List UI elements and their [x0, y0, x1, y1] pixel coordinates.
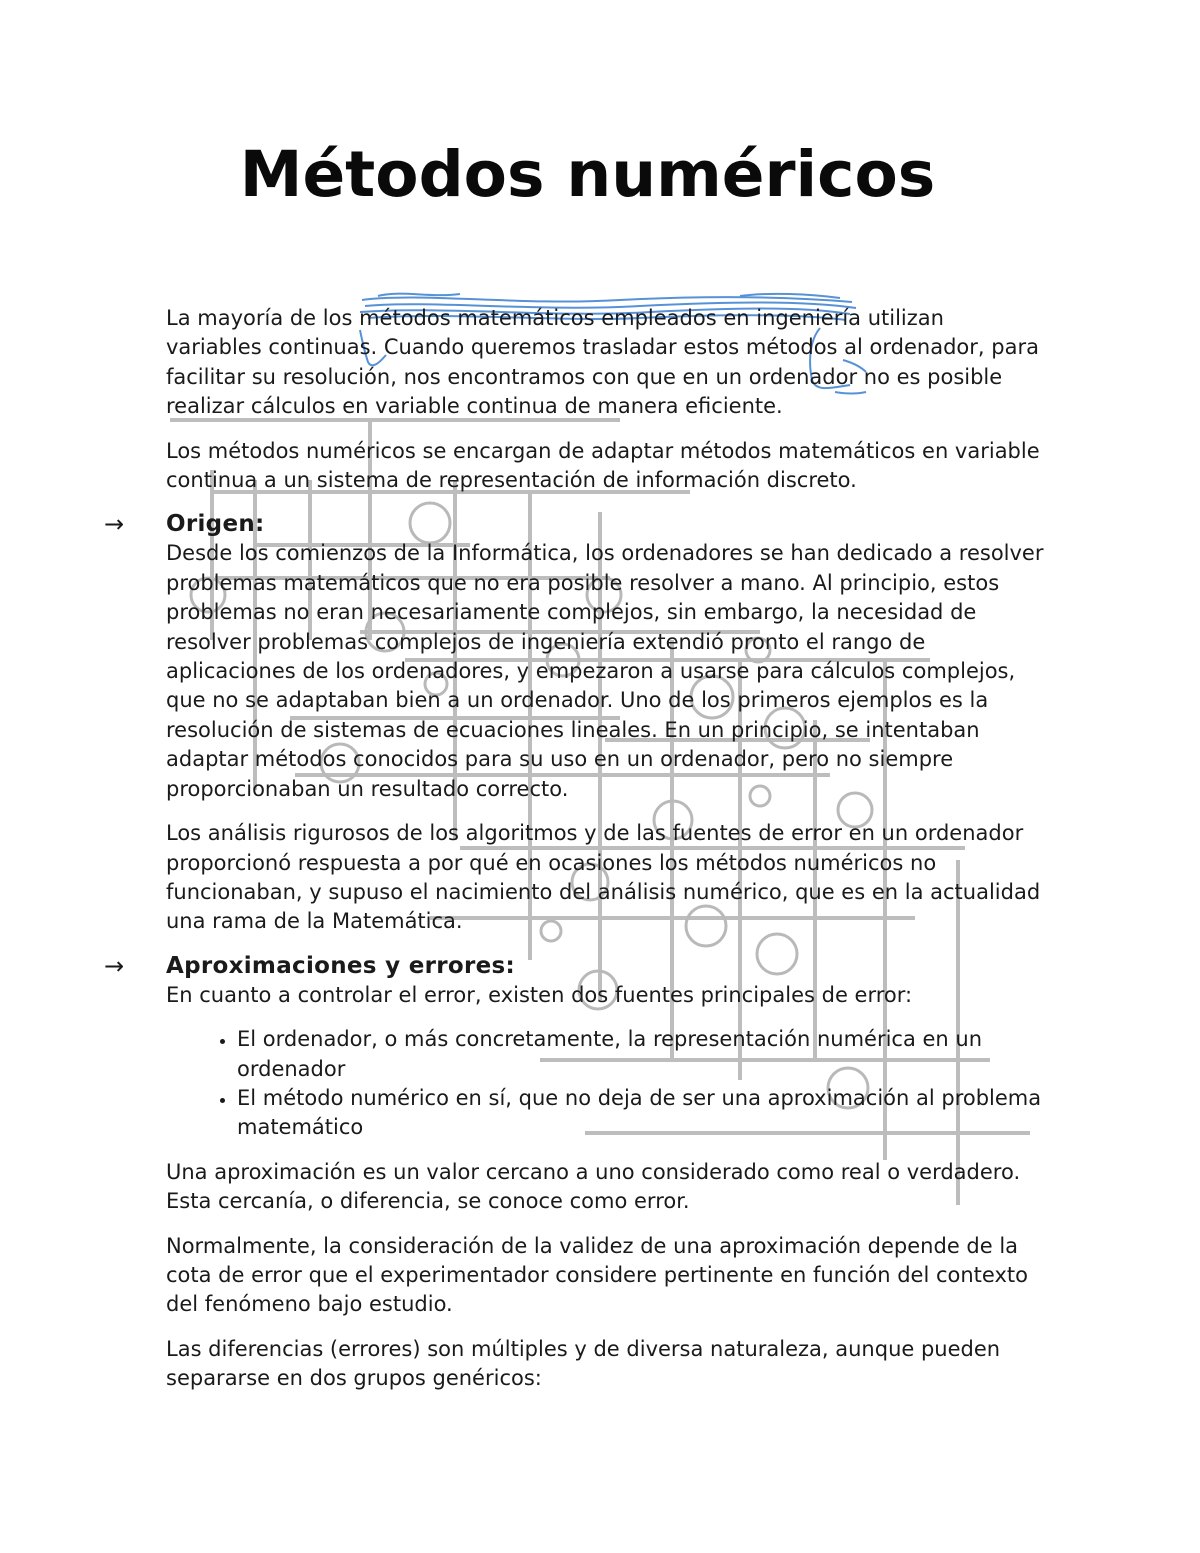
error-sources-list	[166, 1025, 1046, 1143]
origen-paragraph-2: Los análisis rigurosos de los algoritmos y de las fuentes de error en un ordenador proporcionó respuesta a por qué en ocasiones los métodos numéricos no funcionaban, y supuso el nacimiento del análisis numérico, que es en la actualidad una rama de la Matemática.	[166, 821, 1041, 934]
origen-paragraph-1: Desde los comienzos de la Informática, los ordenadores se han dedicado a resolver problemas matemáticos que no era posible resolver a mano. Al principio, estos problemas no eran necesariamente complejos, sin embargo, la necesidad de resolver problemas complejos de ingeniería extendió pronto el rango de aplicaciones de los ordenadores, y empezaron a usarse para cálculos complejos, que no se adaptaban bien a un ordenador. Uno de los primeros ejemplos es la resolución de sistemas de ecuaciones lineales. En un principio, se intentaban adaptar métodos conocidos para su uso en un ordenador, pero no siempre proporcionaban un resultado correcto.	[166, 541, 1044, 801]
list-item: • El método numérico en sí, que no deja de ser una aproximación al problema matemático	[237, 1084, 1046, 1143]
list-item: • El ordenador, o más concretamente, la representación numérica en un ordenador	[237, 1025, 1046, 1084]
intro-paragraph-2: Los métodos numéricos se encargan de adaptar métodos matemáticos en variable continua a un sistema de representación de información discreto.	[166, 438, 1040, 493]
section-heading-origen	[104, 509, 1046, 539]
aprox-paragraph-1: Una aproximación es un valor cercano a uno considerado como real o verdadero. Esta cercanía, o diferencia, se conoce como error.	[166, 1159, 1021, 1214]
arrow-icon: →	[104, 510, 121, 539]
section-heading-aproximaciones	[104, 951, 1046, 981]
page-title: Métodos numéricos	[239, 138, 936, 211]
aprox-intro: En cuanto a controlar el error, existen dos fuentes principales de error:	[166, 982, 913, 1007]
document-body	[104, 304, 1046, 1409]
scribble-stroke	[362, 297, 852, 302]
intro-paragraph-1: La mayoría de los métodos matemáticos empleados en ingeniería utilizan variables continuas. Cuando queremos trasladar estos métodos al ordenador, para facilitar su resolución, nos encontramos con que en un ordenador no es posible realizar cálculos en variable continua de manera eficiente.	[166, 306, 1039, 419]
scribble-stroke	[378, 294, 460, 296]
heading-text: Origen:	[166, 511, 265, 538]
aprox-paragraph-3: Las diferencias (errores) son múltiples y de diversa naturaleza, aunque pueden separarse en dos grupos genéricos:	[166, 1336, 1001, 1391]
arrow-icon: →	[104, 951, 121, 980]
heading-text: Aproximaciones y errores:	[166, 952, 516, 979]
aprox-paragraph-2: Normalmente, la consideración de la validez de una aproximación depende de la cota de error que el experimentador considere pertinente en función del contexto del fenómeno bajo estudio.	[166, 1233, 1028, 1317]
scribble-stroke	[740, 294, 840, 298]
